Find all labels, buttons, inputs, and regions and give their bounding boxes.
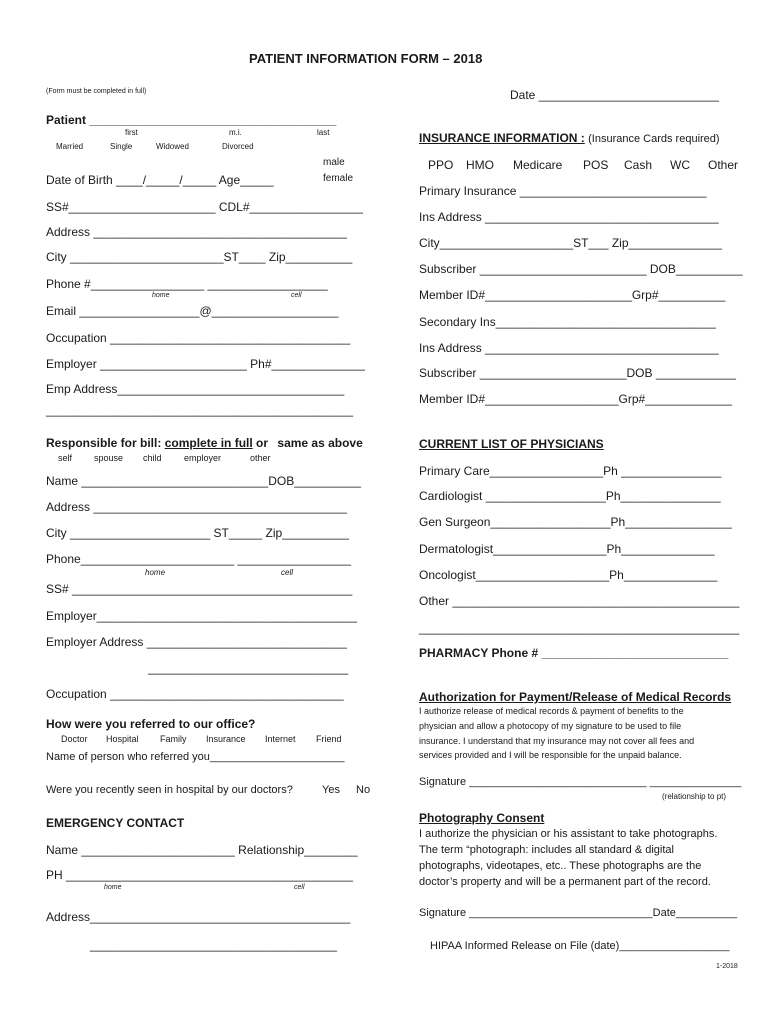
ins-address-field[interactable]: Ins Address ___________________________________	[419, 210, 719, 224]
plan-type-pos[interactable]: POS	[583, 158, 609, 172]
divorced-option[interactable]: Divorced	[222, 142, 254, 151]
referral-friend[interactable]: Friend	[316, 734, 342, 744]
responsible-home-label: home	[145, 568, 166, 577]
referral-question: How were you referred to our office?	[46, 717, 256, 731]
married-option[interactable]: Married	[56, 142, 84, 151]
responsible-cell-label: cell	[281, 568, 294, 577]
other-physician-field[interactable]: Other ___________________________________________	[419, 594, 740, 608]
female-option[interactable]: female	[323, 173, 354, 184]
emergency-address-field[interactable]: Address_______________________________________	[46, 910, 351, 924]
page-title: PATIENT INFORMATION FORM – 2018	[249, 51, 483, 66]
same-as-above-option[interactable]: same as above	[277, 436, 363, 450]
emp-address-field[interactable]: Emp Address__________________________________	[46, 382, 345, 396]
referral-doctor[interactable]: Doctor	[61, 734, 88, 744]
secondary-insurance-field[interactable]: Secondary Ins_________________________________	[419, 315, 716, 329]
single-option[interactable]: Single	[110, 142, 133, 151]
oncologist-field[interactable]: Oncologist____________________Ph______________	[419, 568, 718, 582]
plan-type-other[interactable]: Other	[708, 158, 739, 172]
insurance-heading-note: (Insurance Cards required)	[588, 133, 720, 145]
responsible-name-field[interactable]: Name ____________________________DOB__________	[46, 474, 361, 488]
male-option[interactable]: male	[323, 157, 345, 168]
authorization-text-line: services provided and I will be responsible for the unpaid balance.	[419, 750, 682, 760]
secondary-member-id-field[interactable]: Member ID#____________________Grp#_____________	[419, 392, 732, 406]
responsible-employer[interactable]: employer	[184, 453, 222, 463]
gen-surgeon-field[interactable]: Gen Surgeon__________________Ph________________	[419, 515, 732, 529]
plan-type-cash[interactable]: Cash	[624, 158, 653, 172]
patient-name-field[interactable]: Patient _____________________________________	[46, 113, 337, 127]
member-id-field[interactable]: Member ID#______________________Grp#__________	[419, 288, 726, 302]
ins-city-field[interactable]: City____________________ST___ Zip______________	[419, 236, 722, 250]
emergency-address-line2[interactable]: _____________________________________	[90, 938, 337, 952]
plan-type-wc[interactable]: WC	[670, 158, 690, 172]
responsible-heading-text: Responsible for bill:	[46, 436, 162, 450]
phone-cell-label: cell	[291, 292, 302, 299]
emergency-cell-label: cell	[294, 884, 305, 891]
responsible-employer-address-line2[interactable]: ______________________________	[148, 661, 349, 675]
responsible-employer-field[interactable]: Employer_______________________________________	[46, 609, 357, 623]
referral-hospital[interactable]: Hospital	[106, 734, 139, 744]
emergency-phone-field[interactable]: PH ___________________________________________	[46, 868, 353, 882]
date-field[interactable]: Date ___________________________	[510, 88, 719, 102]
last-label: last	[317, 128, 330, 137]
authorization-signature-field[interactable]: Signature _____________________________ _______________	[419, 776, 742, 788]
emp-address-line2[interactable]: ______________________________________________	[46, 403, 353, 417]
emergency-heading: EMERGENCY CONTACT	[46, 816, 185, 830]
primary-care-field[interactable]: Primary Care_________________Ph _______________	[419, 464, 722, 478]
phone-field[interactable]: Phone #_________________ __________________	[46, 277, 328, 291]
referral-family[interactable]: Family	[160, 734, 187, 744]
hipaa-release-field[interactable]: HIPAA Informed Release on File (date)__________________	[430, 940, 730, 952]
responsible-spouse[interactable]: spouse	[94, 453, 124, 463]
relationship-label: (relationship to pt)	[662, 792, 727, 801]
emergency-home-label: home	[104, 884, 122, 891]
referral-internet[interactable]: Internet	[265, 734, 296, 744]
authorization-text-line: I authorize release of medical records & payment of benefits to the	[419, 706, 684, 716]
responsible-employer-address-field[interactable]: Employer Address ______________________________	[46, 635, 347, 649]
responsible-occupation-field[interactable]: Occupation ___________________________________	[46, 687, 344, 701]
address-field[interactable]: Address ______________________________________	[46, 225, 347, 239]
responsible-address-field[interactable]: Address ______________________________________	[46, 500, 347, 514]
plan-type-hmo[interactable]: HMO	[466, 158, 494, 172]
mi-label: m.i.	[229, 128, 242, 137]
photography-text-line: I authorize the physician or his assistant to take photographs.	[419, 828, 718, 840]
city-state-zip-field[interactable]: City _______________________ST____ Zip__________	[46, 250, 353, 264]
widowed-option[interactable]: Widowed	[156, 142, 189, 151]
plan-type-medicare[interactable]: Medicare	[513, 158, 563, 172]
referral-insurance[interactable]: Insurance	[206, 734, 246, 744]
responsible-other[interactable]: other	[250, 453, 271, 463]
responsible-heading	[46, 437, 363, 449]
cardiologist-field[interactable]: Cardiologist __________________Ph_______________	[419, 489, 721, 503]
secondary-ins-address-field[interactable]: Ins Address ___________________________________	[419, 341, 719, 355]
occupation-field[interactable]: Occupation ____________________________________	[46, 331, 351, 345]
photography-text-line: photographs, videotapes, etc.. These photographs are the	[419, 860, 702, 872]
employer-field[interactable]: Employer ______________________ Ph#______________	[46, 357, 365, 371]
referrer-name-field[interactable]: Name of person who referred you______________________	[46, 751, 345, 763]
secondary-subscriber-field[interactable]: Subscriber ______________________DOB ____________	[419, 366, 736, 380]
hospital-no-option[interactable]: No	[356, 784, 371, 796]
photography-text-line: doctor’s property and will be a permanent part of the record.	[419, 876, 711, 888]
pharmacy-phone-field[interactable]: PHARMACY Phone # ____________________________	[419, 646, 729, 660]
ss-cdl-field[interactable]: SS#______________________ CDL#_________________	[46, 200, 363, 214]
primary-insurance-field[interactable]: Primary Insurance ____________________________	[419, 184, 707, 198]
form-note: (Form must be completed in full)	[46, 88, 147, 95]
hospital-yes-option[interactable]: Yes	[322, 784, 340, 796]
authorization-heading: Authorization for Payment/Release of Medical Records	[419, 690, 732, 704]
responsible-child[interactable]: child	[143, 453, 162, 463]
insurance-heading-text: INSURANCE INFORMATION :	[419, 131, 585, 145]
responsible-phone-field[interactable]: Phone_______________________ _________________	[46, 552, 351, 566]
photography-heading: Photography Consent	[419, 811, 545, 825]
email-field[interactable]: Email __________________@___________________	[46, 304, 339, 318]
or-text: or	[256, 436, 269, 450]
subscriber-field[interactable]: Subscriber _________________________ DOB__________	[419, 262, 743, 276]
plan-type-ppo[interactable]: PPO	[428, 158, 454, 172]
physicians-heading: CURRENT LIST OF PHYSICIANS	[419, 437, 604, 451]
responsible-ss-field[interactable]: SS# __________________________________________	[46, 582, 353, 596]
authorization-text-line: physician and allow a photocopy of my signature to be used to file	[419, 721, 682, 731]
footer-version: 1-2018	[716, 963, 738, 970]
complete-in-full-option[interactable]: complete in full	[164, 436, 253, 450]
responsible-self[interactable]: self	[58, 453, 73, 463]
insurance-heading	[419, 132, 720, 145]
photography-text-line: The term “photograph: includes all standard & digital	[419, 844, 674, 856]
other-physician-line2[interactable]: ________________________________________________	[419, 621, 740, 635]
hospital-question: Were you recently seen in hospital by our doctors?	[46, 784, 293, 796]
phone-home-label: home	[152, 292, 170, 299]
authorization-text-line: insurance. I understand that my insurance may not cover all fees and	[419, 736, 695, 746]
responsible-city-field[interactable]: City _____________________ ST_____ Zip__________	[46, 526, 349, 540]
dermatologist-field[interactable]: Dermatologist_________________Ph______________	[419, 542, 715, 556]
first-label: first	[125, 128, 138, 137]
emergency-name-field[interactable]: Name _______________________ Relationship________	[46, 843, 358, 857]
photography-signature-field[interactable]: Signature ______________________________Date__________	[419, 907, 738, 919]
dob-field[interactable]: Date of Birth ____/_____/_____ Age_____	[46, 173, 274, 187]
